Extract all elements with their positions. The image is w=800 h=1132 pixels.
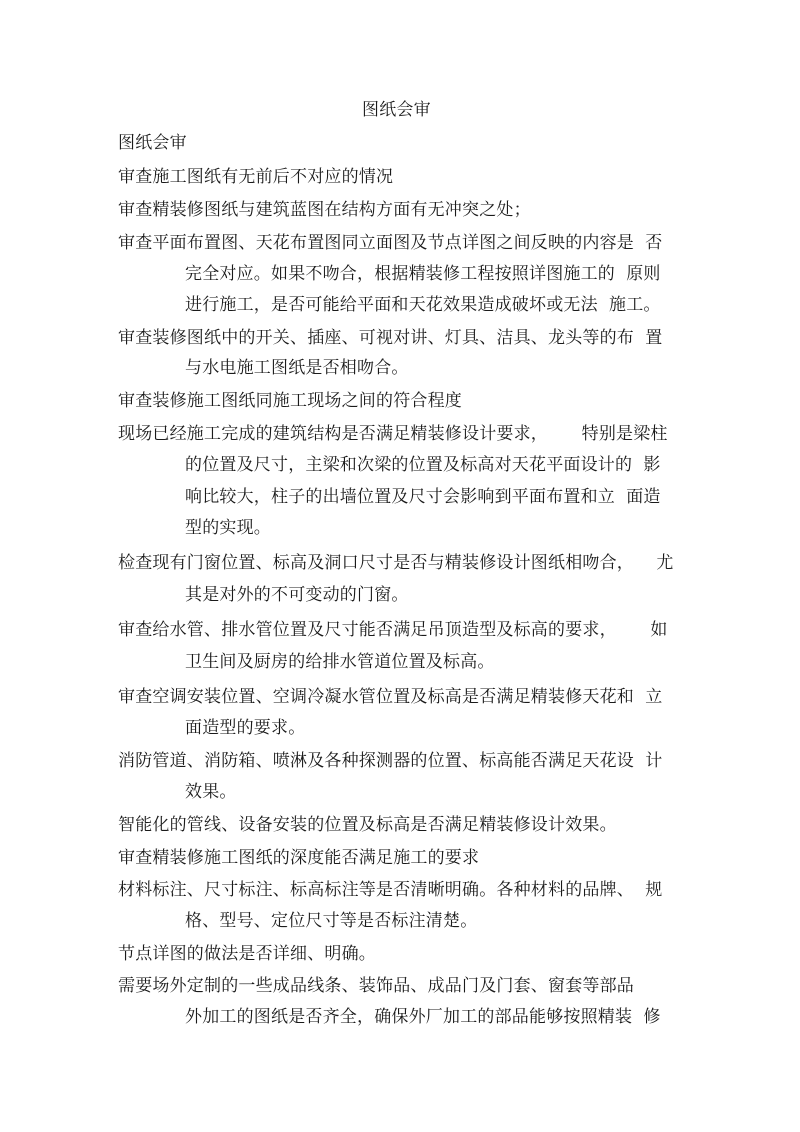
text-line: 现场已经施工完成的建筑结构是否满足精装修设计要求， 特别是梁柱 [118, 424, 668, 444]
text-line: 智能化的管线、设备安装的位置及标高是否满足精装修设计效果。 [118, 815, 617, 835]
text-line: 审查平面布置图、天花布置图同立面图及节点详图之间反映的内容是 否 [118, 233, 663, 253]
text-line: 卫生间及厨房的给排水管道位置及标高。 [185, 652, 495, 672]
text-line: 外加工的图纸是否齐全，确保外厂加工的部品能够按照精装 修 [185, 1007, 661, 1027]
text-line: 材料标注、尺寸标注、标高标注等是否清晰明确。各种材料的品牌、 规 [118, 880, 663, 900]
text-line: 审查精装修施工图纸的深度能否满足施工的要求 [118, 848, 480, 868]
text-line: 的位置及尺寸，主梁和次梁的位置及标高对天花平面设计的 影 [185, 455, 661, 475]
text-line: 需要场外定制的一些成品线条、装饰品、成品门及门套、窗套等部品 [118, 976, 634, 996]
text-line: 与水电施工图纸是否相吻合。 [185, 358, 409, 378]
text-line: 消防管道、消防箱、喷淋及各种探测器的位置、标高能否满足天花设 计 [118, 751, 663, 771]
text-line: 节点详图的做法是否详细、明确。 [118, 944, 376, 964]
text-line: 进行施工，是否可能给平面和天花效果造成破坏或无法 施工。 [185, 295, 661, 315]
text-line: 审查装修施工图纸同施工现场之间的符合程度 [118, 391, 462, 411]
text-line: 审查给水管、排水管位置及尺寸能否满足吊顶造型及标高的要求， 如 [118, 620, 668, 640]
text-line: 格、型号、定位尺寸等是否标注清楚。 [185, 911, 478, 931]
page-title: 图纸会审 [362, 100, 431, 120]
text-line: 审查空调安装位置、空调冷凝水管位置及标高是否满足精装修天花和 立 [118, 687, 663, 707]
text-line: 审查装修图纸中的开关、插座、可视对讲、灯具、洁具、龙头等的布 置 [118, 328, 663, 348]
text-line: 效果。 [185, 782, 237, 802]
text-line: 响比较大，柱子的出墙位置及尺寸会影响到平面布置和立 面造 [185, 487, 661, 507]
text-line: 审查施工图纸有无前后不对应的情况 [118, 167, 394, 187]
text-line: 其是对外的不可变动的门窗。 [185, 585, 409, 605]
text-line: 检查现有门窗位置、标高及洞口尺寸是否与精装修设计图纸相吻合， 尤 [118, 553, 674, 573]
text-line: 图纸会审 [118, 133, 187, 153]
text-line: 型的实现。 [185, 518, 271, 538]
text-line: 审查精装修图纸与建筑蓝图在结构方面有无冲突之处； [118, 200, 531, 220]
text-line: 面造型的要求。 [185, 718, 306, 738]
text-line: 完全对应。如果不吻合，根据精装修工程按照详图施工的 原则 [185, 264, 661, 284]
